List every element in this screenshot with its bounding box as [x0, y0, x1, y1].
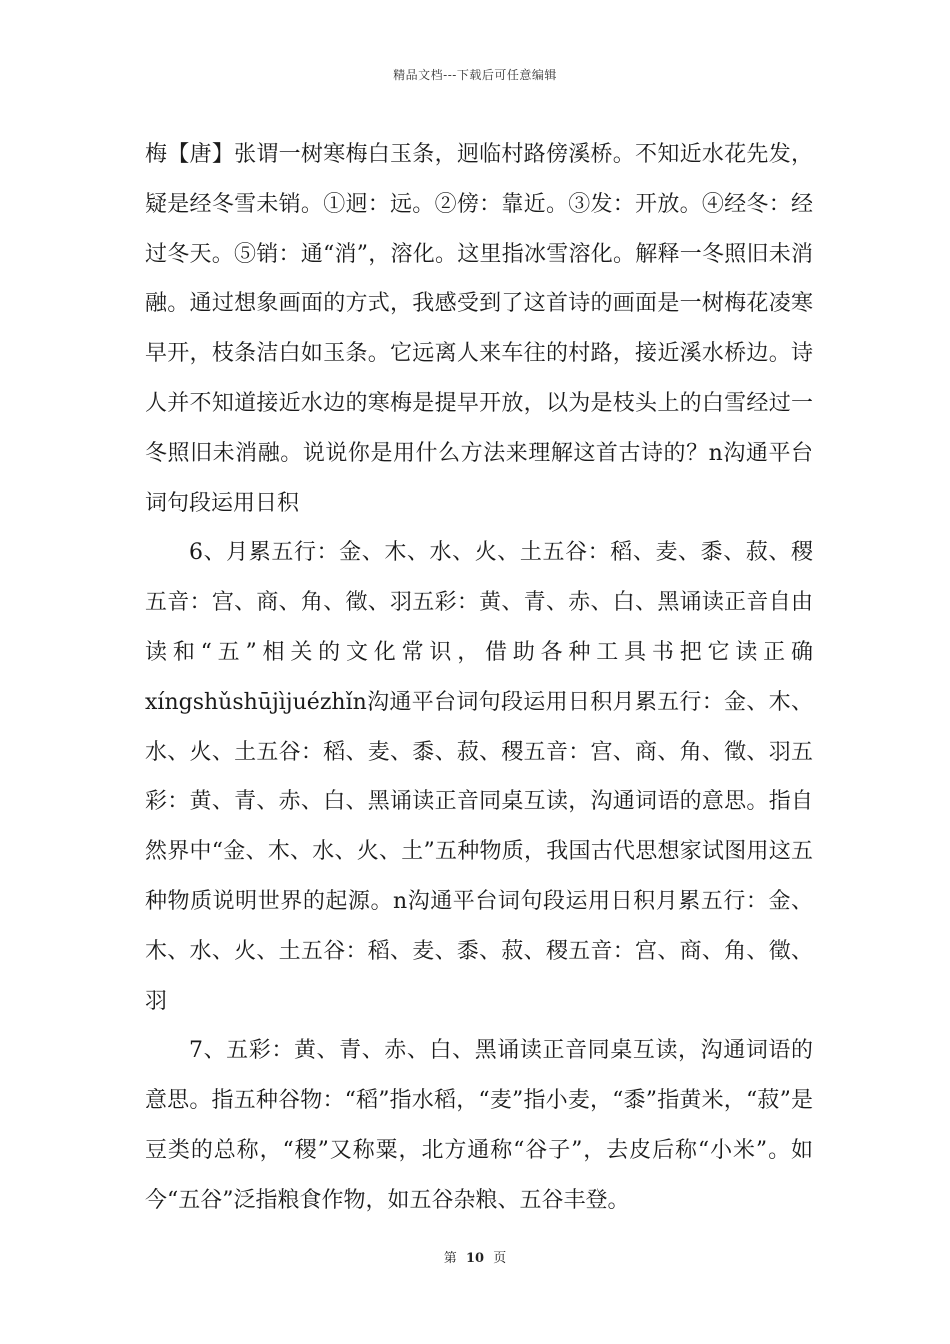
page-label-prefix: 第: [443, 1251, 457, 1266]
page-header: 精品文档---下载后可任意编辑: [393, 68, 557, 82]
paragraph-poem-explanation: 梅【唐】张谓一树寒梅白玉条，迥临村路傍溪桥。不知近水花先发，疑是经冬雪未销。①迥：远。②傍：靠近。③发：开放。④经冬：经过冬天。⑤销：通“消”，溶化。这里指冰雪溶化。解释一冬照旧未消融。通过想象画面的方式，我感受到了这首诗的画面是一树梅花凌寒早开，枝条洁白如玉条。它远离人来车往的村路，接近溪水桥边。诗人并不知道接近水边的寒梅是提早开放，以为是枝头上的白雪经过一冬照旧未消融。说说你是用什么方法来理解这首古诗的？n沟通平台词句段运用日积: [145, 142, 813, 516]
document-body: [145, 130, 813, 1226]
paragraph-item-6: 6、月累五行：金、木、水、火、土五谷：稻、麦、黍、菽、稷五音：宫、商、角、徵、羽五彩：黄、青、赤、白、黑诵读正音自由读和“五”相关的文化常识，借助各种工具书把它读正确xíngshǔshūjìjuézhǐn沟通平台词句段运用日积月累五行：金、木、水、火、土五谷：稻、麦、黍、菽、稷五音：宫、商、角、徵、羽五彩：黄、青、赤、白、黑诵读正音同桌互读，沟通词语的意思。指自然界中“金、木、水、火、土”五种物质，我国古代思想家试图用这五种物质说明世界的起源。n沟通平台词句段运用日积月累五行：金、木、水、火、土五谷：稻、麦、黍、菽、稷五音：宫、商、角、徵、羽: [145, 540, 813, 1014]
page-footer: [0, 1247, 950, 1266]
paragraph-item-7: 7、五彩：黄、青、赤、白、黑诵读正音同桌互读，沟通词语的意思。指五种谷物：“稻”指水稻，“麦”指小麦，“黍”指黄米，“菽”是豆类的总称，“稷”又称粟，北方通称“谷子”，去皮后称“小米”。如今“五谷”泛指粮食作物，如五谷杂粮、五谷丰登。: [145, 1038, 814, 1213]
page-number: 10: [465, 1251, 485, 1266]
page-label-suffix: 页: [493, 1251, 507, 1266]
